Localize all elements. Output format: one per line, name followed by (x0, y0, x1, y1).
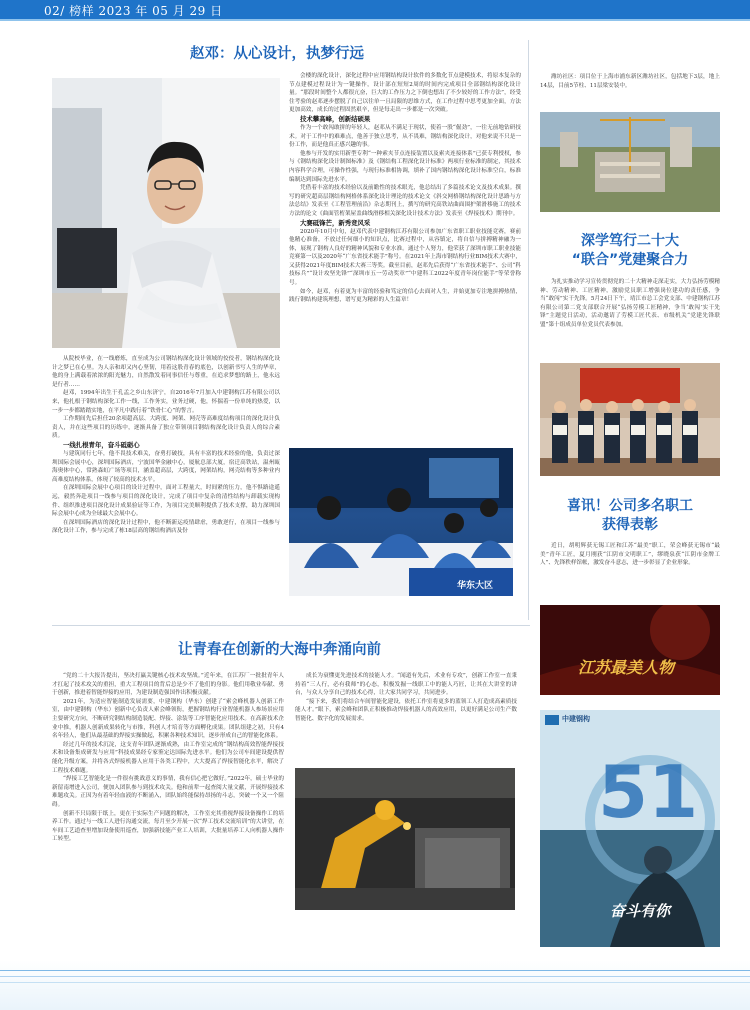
article2-left-column (52, 672, 284, 844)
paragraph: “党的二十大报告提出，坚决打赢关键核心技术攻坚战。”近年来，在江苏厂一批批青年人才扛起了技术攻关的重担，重大工程项目的背后总是少不了他们的身影。他们用敬业奉献、勇于创新，推进着智能焊接的应用，为建设制造强国作出积极贡献。 (52, 673, 284, 697)
paragraph: 在深圳国际会展中心项目的设计过程中，面对工程量大，时间紧的压力，他不惧路途遥远，毅然奔赴项目一线参与项目的深化设计，完成了项目中复杂的清性结构与卸载实现构件、组织推进项目深化设计成果验证等工作，为项目完美顺利提供了技术支撑，助力深圳国际会展中心成为全球最大会展中心。 (52, 485, 280, 518)
paragraph: 作为一个敢闯敢拼的年轻人，赵邓从不满足于现状，使着一股“倔劲”，一往无前地钻研技术。对于工作中的难难点，他善于独立思考，从不畏难，钢结构深化设计，对他来说不只是一份工作，而是他真正感兴趣的事。 (289, 124, 521, 149)
poster-number: 51 (598, 750, 699, 834)
may-day-poster (540, 710, 720, 947)
paragraph: 2021年，为适应智能制造发展需要，中建钢构（华东）创建了“索会峰机器人创新工作室，由中建钢构（华东）创新中心负责人索会峰领衔，把握钢结构行业智能机器人参场景应用主要研究方向，不断研究钢结构制造装配、焊接、涂装等工序智能化应用技术。在高新技术企业中推，机器人创新成果转化与市推，科创人才培育等方面孵化成果。团队组建之初，只有4名年轻人，他们从最基础的焊接实操做起，积累各种技术知识，逐步形成自己的智能化体系。 (52, 698, 284, 740)
poster-logo: 中建钢构 (562, 715, 590, 723)
paragraph: 在深圳国际酒店的深化设计过程中，他不断新运疫情肆虐，勇敢逆行，在项目一线参与深化设计工作，参与完成了栋18层高的钢结构酒店及份 (52, 519, 280, 535)
paragraph: 工作期间先后担任20余项超高层、大跨度、网架、网壳等高难度结构项目的深化设计负责人，并在这些项目的历练中，逐渐具备了独立带领项目钢结构深化设计负责人的综合素质。 (52, 416, 280, 440)
header-text: 02/ 榜样 2023 年 05 月 29 日 (44, 4, 223, 18)
article2-title: 让青春在创新的大海中奔涌向前 (178, 642, 381, 658)
paragraph: “焊接工艺智能化是一件很有挑战意义的事情，我有信心把它做好。”2022年，硕士毕业的新留南增进入公司，便加入团队参与到技术攻关。他和前辈一起查阅大量文献，开展焊接技术难题攻关。正因为有着年轻血液的不断涌入，团队始终能保持昂扬的斗志，突破一个又一个阻碍。 (52, 776, 284, 808)
paragraph: 会楼的深化设计，深化过程中应用钢结构设计软件的多数化节点建模技术，将原本复杂的节点建模过程设计为一键操作，设计部在短短2周的时间内完成项目全部钢结构深化设计量。“那段时间整个人都很亢奋，巨大的工作压力之下倒也想出了不少较好的工作方法”，经受住考验的赵邓逐步摆脱了自己以往单一且局限的思维方式，在工作过程中思考更加全面，方法更加高效，成长的过程固然艰辛，但是每走出一步都是一次突破。 (289, 73, 521, 114)
footer-decoration (0, 960, 750, 1010)
poster-red-text: 江苏最美人物 (578, 658, 675, 677)
footer-line (0, 970, 750, 971)
subheading: 技术攀高峰，创新结硕果 (300, 114, 371, 123)
side-title-party-building (545, 232, 715, 270)
article1-middle-column (289, 72, 521, 305)
header-underline (0, 19, 750, 21)
column-divider (528, 40, 529, 620)
section-divider (52, 625, 530, 626)
paragraph: 如今，赵邓，有着更为丰富的经验和笃定的信心去面对人生，并始更加专注地拼搏热情，践行钢结构建筑理想，谱写更为精彩的人生篇章！ (289, 288, 521, 304)
article2-middle-column (295, 672, 517, 724)
paragraph: 成长为衰懂更先进技术的技能人才。“闻道有先后，术业有专攻”，创新工作室一直秉持着“三人行，必有我师”的心态，积极发掘一线职工中的能人巧匠，让其在大讲堂的讲台，与众人分享自己的技术心得，让大家共同学习，共同进步。 (295, 673, 517, 697)
poster-caption: 奋斗有你 (610, 902, 671, 920)
article1-left-column (52, 355, 280, 536)
footer-line (0, 982, 750, 983)
paragraph: 凭借着丰富的技术经验以及前瞻性的技术眼光，他总结出了多篇技术论文及技术成果。撰写的研究超高层钢结构网格体系深化设计理论的技术论文《斜交网格钢结构深化设计思路与方法总结》发表至《工程管理前沿》杂志期刊上，撰写的研究高铁站曲面围护架滑移施工的技术方法的论文《曲面管桁架屋盖曲线滑移相关深化设计技术方法》发表至《焊接技术》期刊中。 (289, 185, 521, 217)
side-title-text: 深学笃行二十大 “联合”党建聚合力 (571, 233, 689, 268)
building-caption: 潍坊社区：项目位于上海市浦东新区潍坊社区，包括地下3层，地上14层，目前5节柱、11层梁安装中。 (540, 74, 720, 89)
subheading: 一线扎根青年，奋斗砥砺心 (63, 440, 140, 449)
paragraph: “接下来，我们将结合车间智能化建设，依托工作室将更多的蓝领工人打造成高素质技能人才。”眼下，索会峰和团队正积极推动焊接机器人的高效应用，以更好满足公司生产数智能化、数字化的发展需求。 (295, 698, 517, 722)
award-ceremony-photo (540, 363, 720, 476)
construction-site-photo (540, 112, 720, 212)
side2-body (540, 542, 720, 568)
side-title-text: 喜讯！公司多名职工 获得表彰 (567, 498, 693, 533)
paragraph: 与建筑同行七年，他不畏技术难关，奋勇打破技，具有丰富的技术经验的他，负责过深圳国际会展中心，深圳国际酒店，宁波国华金融中心，厦航总部大厦，宿迁高铁站，温州瓯海奥体中心，常熟森虹广场等项目，涵盖超高层，大跨度，网架结构，网壳结构等多种业内高难度结构体系，体现了较高的技术水平。 (52, 450, 280, 483)
paragraph: 创新不只局限于纸上，更在于实际生产问题的解决，工作室充其重视焊接设备操作工的培养工作。通过与一线工人进行沟通交流，每月至少开展一次“焊工技术交流培训”的大讲堂，在车间工艺道查里增加设备使用巡查，加强新技能产业工人培训，大批量培养工人向机器人操作工转型。 (52, 810, 284, 843)
paragraph: 2020年10月中旬，赵邓代表中建钢构江苏有限公司参加广东省职工职业技能竞赛，赛前他精心准备，不放过任何细小的知识点，比赛过程中，从容镇定，将自信与拼搏精神融为一体，展现了钢构人良好的精神风貌和专业水准。通过个人努力，他荣获了深圳市职工职业技能竞赛第一以及2020年“广东省技术能手”称号。在2021年上海市钢结构行业BIM技术大赛中，又获得2021年度BIM技术大赛三等奖。截至目前，赵邓先后获得“广东省技术能手”、公司“科技标兵”“设计攻坚先锋”“深圳市五一劳动奖章”“中建科工2022年度青年岗位能手”等荣誉称号。 (289, 228, 521, 287)
subheading: 大赛砥锋芒，新秀竞风采 (300, 218, 371, 227)
welding-robot-photo (295, 768, 515, 910)
paragraph: 他参与开发的实用新型专利“一种索夹节点连接装置以及索夹连接体系”已获专利授权，参与《钢结构深化设计制图标准》及《钢结构工程深化设计标准》两项行业标准的制定，其技术内容科学合理，可操作性强，与现行标准相协调，填补了国内钢结构深化设计标准空白，标准编制达到国际先进水平。 (289, 150, 521, 183)
paragraph: 近日，胡明辉获无锡工匠和江苏“最美”职工，荣会峰获无锡市“最美”青年工匠，夏月刚获“江阴市文明职工”，缪晓泉获“江阴市金牌工人”、先锋秩样馆帐，激发奋斗意志，进一步彰显了企业形象。 (540, 543, 720, 567)
engineers-group-photo (289, 448, 513, 596)
paragraph: 赵邓，1994年出生于孔孟之乡山东济宁，自2016年7月加入中建钢构江苏有限公司以来，他扎根于钢结构深化工作一线，工作务实，业务过硬，他，怀揣着一份单纯的热爱，以一步一步都踏踏实地，在平凡中践行着“铁骨仁心”的誓言。 (52, 390, 280, 414)
side-title-awards (545, 497, 715, 535)
group-photo-sign: 华东大区 (457, 581, 494, 591)
article1-title: 赵邓：从心设计，执梦行远 (190, 46, 364, 62)
portrait-photo (52, 78, 280, 348)
side1-body (540, 278, 720, 330)
side-caption (540, 73, 720, 90)
paragraph: 从院校毕业，在一线磨炼，直至成为公司钢结构深化设计领域的佼佼者，钢结构深化设计之梦已在心里。为人亲和却又内心坚韧，用着这股青春的底色，以创新书写人生的华章，他的身上满载着浓浓的阳光魅力，自然散发着同事信任与尊重，在追求梦想的路上，他永远是行者…… (52, 356, 280, 388)
paragraph: 经过几年的技术沉淀，这支青年团队逐渐成熟，由工作室完成的“钢结构高效智能焊接技术和设备集成研发与应用”科技成果经专家鉴定达国际先进水平。他们为公司车间建设提供智能化升级方案，并将各式焊接机器人应用于各类工程中，大大提高了焊接智能化水平，解决了工程技术难题。 (52, 741, 284, 774)
jiangsu-most-beautiful-poster (540, 605, 720, 695)
paragraph: 为扎实推动学习宣传贯彻党的二十大精神走深走实，大力弘扬劳模精神、劳动精神、工匠精神，激励党员职工增强岗位建功的责任感，争当“敢闯”实干先锋。5月24日下午，靖江市总工会党支部、中建钢构江苏有限公司第二党支部联合开展“弘扬劳模工匠精神，争当‘敢闯’实干先锋”主题党日活动，活动邀请了劳模工匠代表、市级机关“党建先锋联盟”第十组成员单位党员代表参加。 (540, 279, 720, 328)
footer-line (0, 976, 750, 977)
